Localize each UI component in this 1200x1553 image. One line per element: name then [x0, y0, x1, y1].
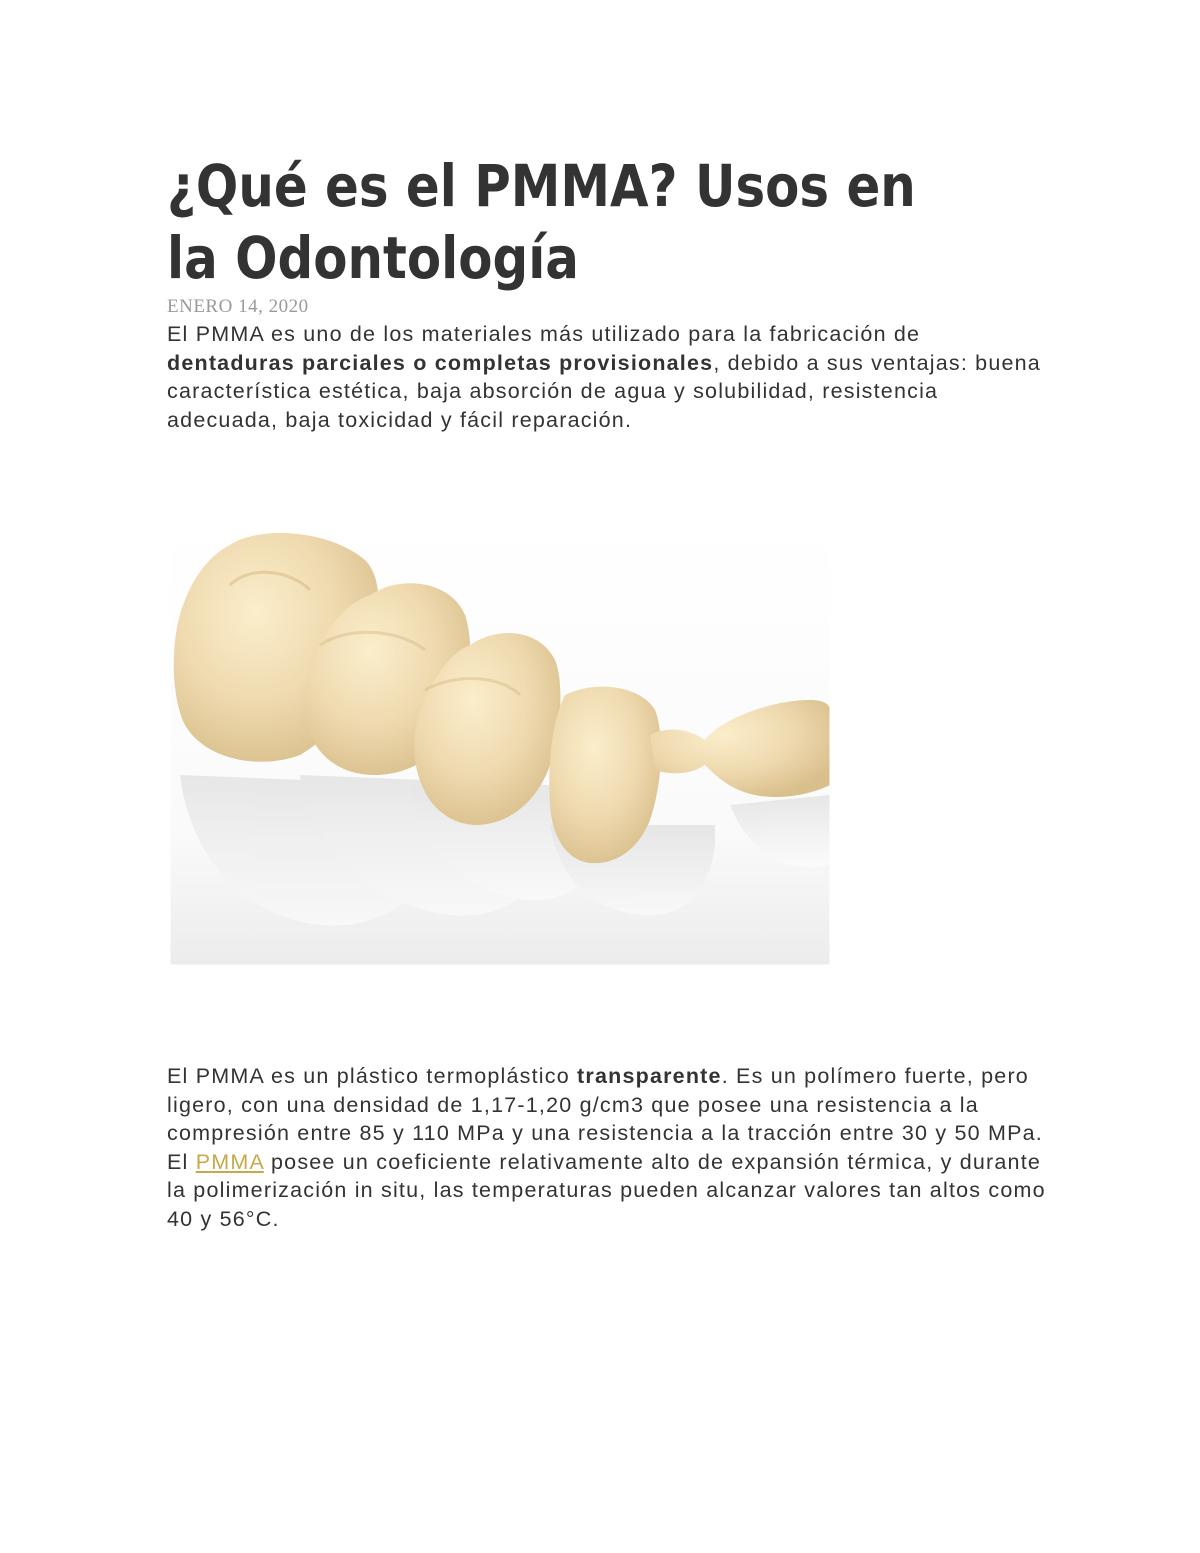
properties-paragraph [167, 1062, 1047, 1233]
properties-text-start: El PMMA es un plástico termoplástico [167, 1064, 578, 1088]
properties-text-middle: . Es un polímero fuerte, pero ligero, con una densidad de 1,17-1,20 g/cm3 que posee una resistencia a la compresión entre 85 y 110 MPa y una resistencia a la tracción entre 30 y 50 MPa. El [167, 1064, 1043, 1174]
intro-text-start: El PMMA es uno de los materiales más utilizado para la fabricación de [167, 322, 921, 346]
properties-text-end: posee un coeficiente relativamente alto de expansión térmica, y durante la polimerización in situ, las temperaturas pueden alcanzar valores tan altos como 40 y 56°C. [167, 1149, 1046, 1231]
article-date: ENERO 14, 2020 [167, 296, 309, 317]
article-title: ¿Qué es el PMMA? Usos en la Odontología [167, 152, 916, 292]
intro-paragraph [167, 320, 1047, 434]
dental-bridge-illustration [170, 525, 830, 965]
pmma-link[interactable]: PMMA [195, 1149, 264, 1174]
properties-bold-text: transparente [577, 1064, 722, 1088]
dental-bridge-image [170, 525, 830, 965]
intro-text-end: , debido a sus ventajas: buena característica estética, baja absorción de agua y solubilidad, resistencia adecuada, baja toxicidad y fácil reparación. [167, 350, 1041, 432]
intro-bold-text: dentaduras parciales o completas provisionales [167, 350, 714, 375]
